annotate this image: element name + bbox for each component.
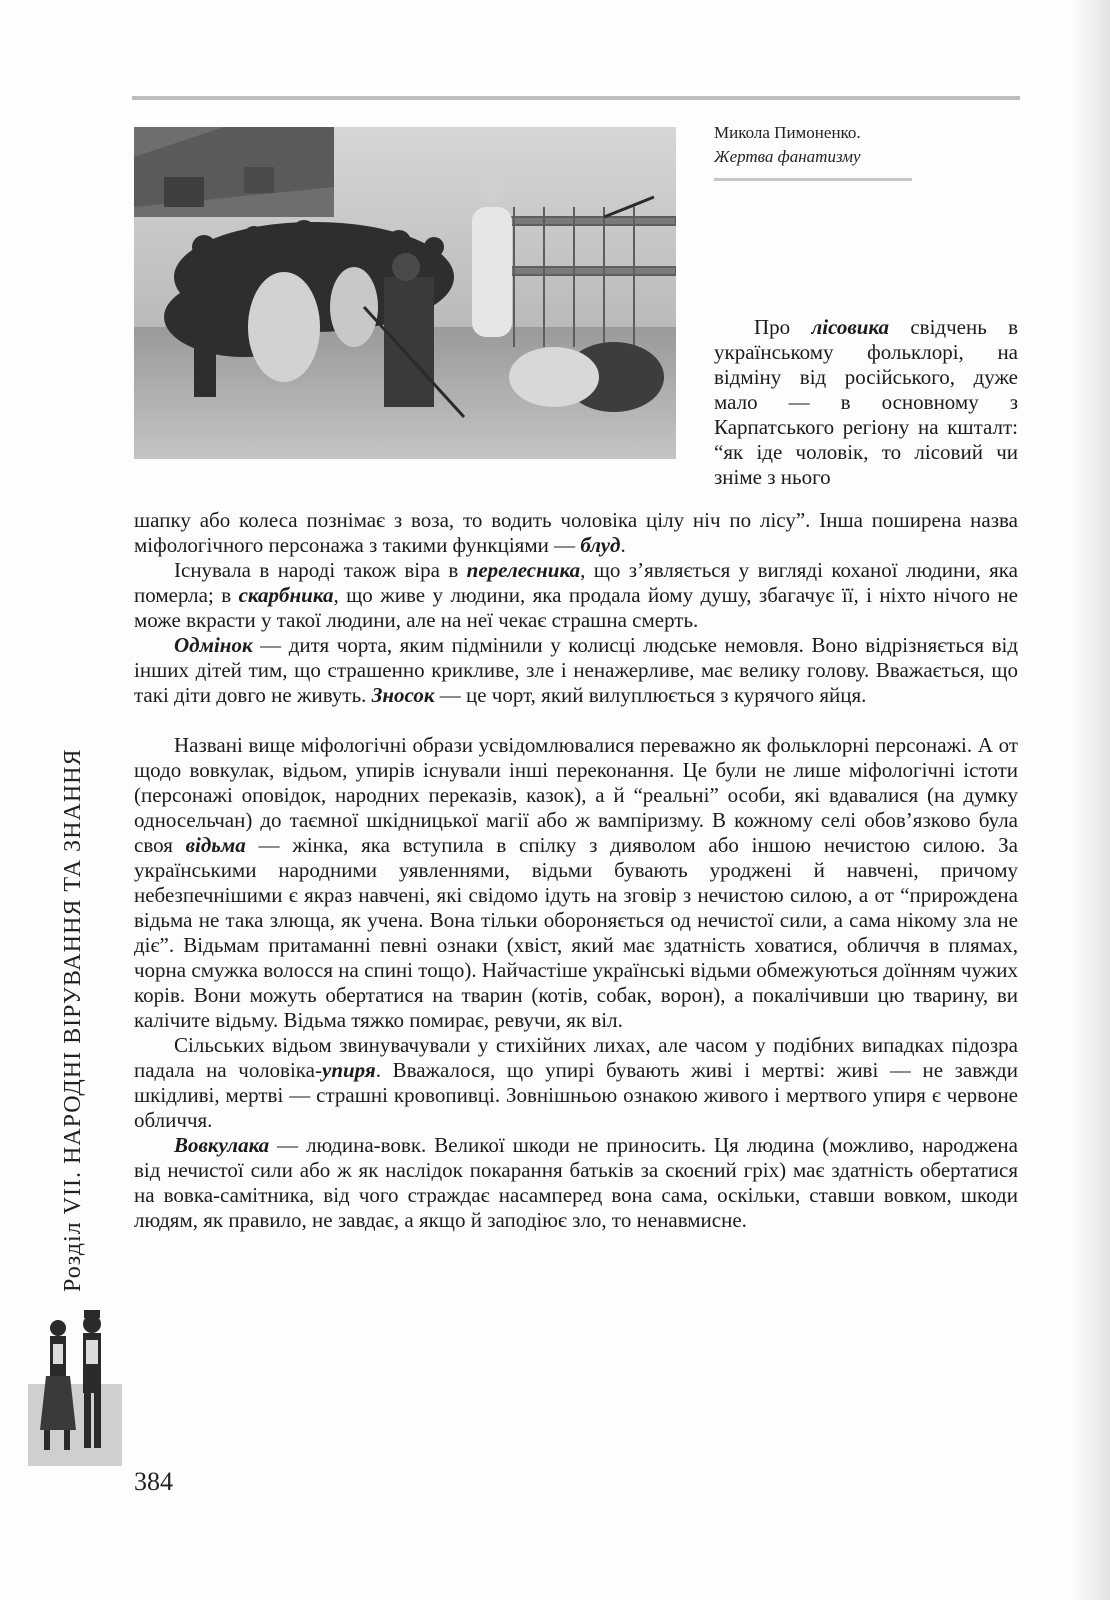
term-znosok: Зносок xyxy=(371,683,435,707)
text-span: , що живе у людини, яка продала йому душу, збагачує її, і ніхто нічого не може вкрасти у такої людини, але на неї чекає страшна смерть. xyxy=(134,583,1018,632)
folk-figures-icon xyxy=(28,1300,122,1466)
paragraph-spacer xyxy=(134,708,1018,733)
paragraph-odminok xyxy=(134,633,1018,708)
term-pereslesnyk: перелесника xyxy=(466,558,581,582)
text-span: Названі вище міфологічні образи усвідомлювалися переважно як фольклорні персонажі. А от щодо вовкулак, відьом, упирів існували інші переконання. Це були не лише міфологічні істоти (персонажі оповідок, народних переказів, казок), а й “реальні” особи, які вдавалися (на думку односельчан) до таємної шкідницької магії або ж вампіризму. В кожному селі обов’язково була своя xyxy=(134,733,1018,857)
caption-rule xyxy=(714,178,912,181)
term-lisovyk: лісовика xyxy=(811,315,890,339)
term-odminok: Одмінок xyxy=(174,633,253,657)
header-rule xyxy=(132,96,1020,100)
main-body-text xyxy=(134,508,1018,1233)
text-span: Про xyxy=(754,315,812,339)
figure-caption xyxy=(714,121,944,169)
paragraph-vidma xyxy=(134,733,1018,1033)
text-span: — дитя чорта, яким підмінили у колисці людське немовля. Воно відрізняється від інших дітей тим, що страшенно крикливе, зле і ненажерливе, має велику голову. Вважається, що такі діти довго не живуть. xyxy=(134,633,1018,707)
text-span: шапку або колеса познімає з воза, то водить чоловіка цілу ніч по лісу”. Інша поширена назва міфологічного персонажа з такими функціями — xyxy=(134,508,1018,557)
paragraph-lisovyk-intro xyxy=(714,315,1018,490)
term-vovkulaka: Вовкулака xyxy=(174,1133,270,1157)
text-span: . Вважалося, що упирі бувають живі і мертві: живі — не завжди шкідливі, мертві — страшні кровопивці. Зовнішньою ознакою живого і мертвого упиря є червоне обличчя. xyxy=(134,1058,1018,1132)
text-span: . xyxy=(620,533,626,557)
section-side-title: Розділ VII. НАРОДНІ ВІРУВАННЯ ТА ЗНАННЯ xyxy=(60,748,86,1292)
text-span: Існувала в народі також віра в xyxy=(174,558,467,582)
text-span: — людина-вовк. Великої шкоди не приносить. Ця людина (можливо, народжена від нечистої сили або ж як наслідок покарання батьків за скоєний гріх) має здатність обертатися на вовка-самітника, від чого страждає насамперед вона сама, оскільки, ставши вовком, шкоди людям, як правило, не завдає, а якщо й заподіює зло, то ненавмисне. xyxy=(134,1133,1018,1232)
paragraph-pereslesnyk xyxy=(134,558,1018,633)
painting-illustration xyxy=(134,127,676,459)
paragraph-lisovyk-continued xyxy=(134,508,1018,558)
term-vidma: відьма xyxy=(185,833,246,857)
text-span: — це чорт, який вилуплюється з курячого яйця. xyxy=(434,683,867,707)
page-edge-shadow xyxy=(1070,0,1110,1600)
caption-title: Жертва фанатизму xyxy=(714,147,861,166)
text-span: свідчень в українському фольклорі, на відміну від російського, дуже мало — в основному з Карпатського регіону на кшталт: “як іде чоловік, то лісовий чи зніме з нього xyxy=(714,315,1018,489)
paragraph-upyr xyxy=(134,1033,1018,1133)
text-span: , що з’являється у вигляді коханої людини, яка померла; в xyxy=(134,558,1018,607)
page-number: 384 xyxy=(134,1467,173,1496)
term-blud: блуд xyxy=(580,533,621,557)
text-span: Сільських відьом звинувачували у стихійних лихах, але часом у подібних випадках підозра падала на чоловіка- xyxy=(134,1033,1018,1082)
caption-author: Микола Пимоненко. xyxy=(714,123,861,142)
text-span: — жінка, яка вступила в спілку з дияволом або іншою нечистою силою. За українськими народними уявленнями, відьми бувають уроджені й навчені, причому небезпечнішими є якраз навчені, які свідомо ідуть на зговір з нечистою силою, а от “прирождена відьма не така злюща, як учена. Вона тільки обороняється од нечистої сили, а сама нікому зла не діє”. Відьмам притаманні певні ознаки (хвіст, який має здатність ховатися, обличчя в плямах, чорна смужка волосся на спині тощо). Найчастіше українські відьми обмежуються доїнням чужих корів. Вони можуть обертатися на тварин (котів, собак, ворон), а покалічивши цю тварину, ви калічите відьму. Відьма тяжко помирає, ревучи, як віл. xyxy=(134,833,1018,1032)
paragraph-vovkulaka xyxy=(134,1133,1018,1233)
term-skarbnyk: скарбника xyxy=(238,583,334,607)
term-upyr: упиря xyxy=(322,1058,376,1082)
